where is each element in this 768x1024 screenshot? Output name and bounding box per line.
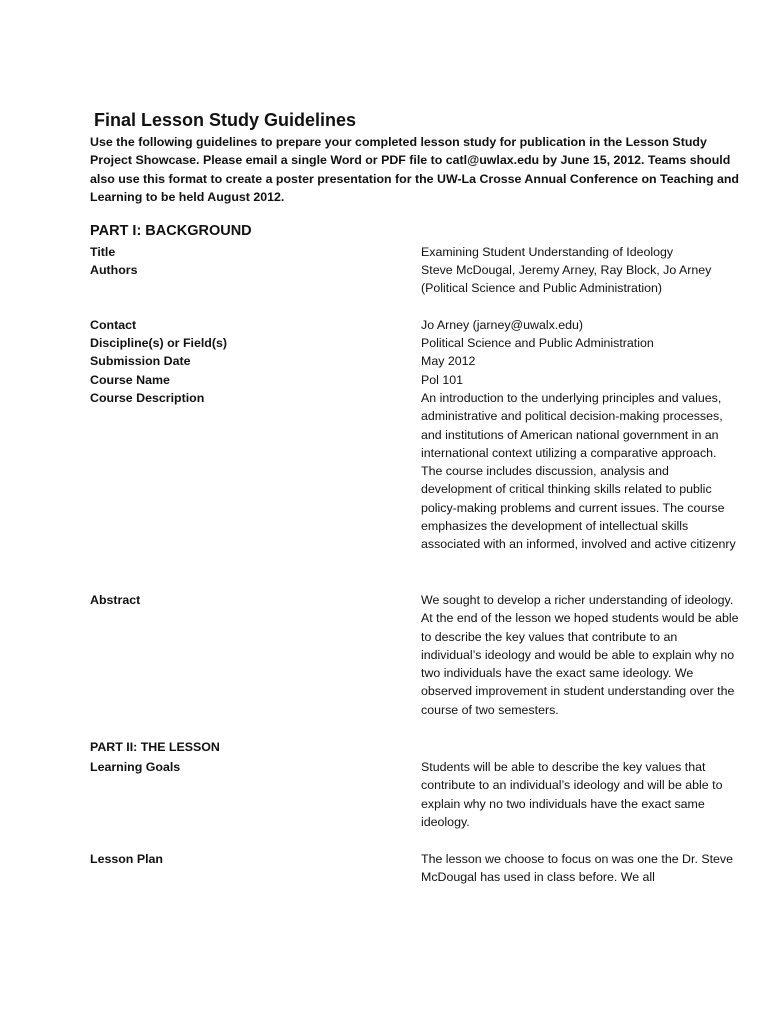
part1-heading: PART I: BACKGROUND — [90, 223, 252, 239]
field-value: Jo Arney (jarney@uwalx.edu) — [421, 318, 584, 332]
field-value: An introduction to the underlying principles and values, administrative and political decision-making processes, and institutions of American national government in an international context utilizing a comparative approach. The course includes discussion, analysis and development of critical thinking skills related to public policy-making problems and current issues. The course emphasizes the development of intellectual skills associated with an informed, involved and active citizenry — [421, 391, 736, 552]
field-value: Pol 101 — [421, 373, 464, 387]
field-value: Political Science and Public Administration — [421, 336, 654, 350]
field-label: Lesson Plan — [90, 852, 163, 866]
field-row-course-description — [90, 389, 750, 591]
field-row-authors — [90, 261, 750, 316]
part1-fields — [90, 243, 750, 738]
field-row-contact — [90, 316, 750, 334]
field-row-discipline — [90, 334, 750, 352]
field-label: Abstract — [90, 593, 141, 607]
field-value: May 2012 — [421, 354, 476, 368]
field-label: Authors — [90, 263, 138, 277]
field-label: Contact — [90, 318, 137, 332]
field-value: The lesson we choose to focus on was one the Dr. Steve McDougal has used in class before. We all — [421, 852, 734, 885]
field-label: Submission Date — [90, 354, 191, 368]
field-row-title — [90, 243, 750, 261]
part2-heading: PART II: THE LESSON — [90, 740, 220, 754]
field-label: Title — [90, 245, 116, 259]
field-value: We sought to develop a richer understanding of ideology. At the end of the lesson we hoped students would be able to describe the key values that contribute to an individual’s ideology and would be able to explain why no two individuals have the exact same ideology. We observed improvement in student understanding over the course of two semesters. — [421, 593, 739, 717]
field-label: Learning Goals — [90, 760, 181, 774]
field-value: Steve McDougal, Jeremy Arney, Ray Block, Jo Arney (Political Science and Public Administration) — [421, 263, 712, 296]
intro-paragraph: Use the following guidelines to prepare your completed lesson study for publication in the Lesson Study Project Showcase. Please email a single Word or PDF file to catl@uwlax.edu by June 15, 2012. Teams should also use this format to create a poster presentation for the UW-La Crosse Annual Conference on Teaching and Learning to be held August 2012. — [90, 135, 739, 204]
field-row-submission-date — [90, 352, 750, 371]
field-label: Course Description — [90, 391, 205, 405]
field-row-learning-goals — [90, 758, 750, 831]
field-row-course-name — [90, 371, 750, 389]
field-value: Examining Student Understanding of Ideology — [421, 245, 674, 259]
field-row-lesson-plan — [90, 850, 750, 887]
document-title: Final Lesson Study Guidelines — [94, 110, 357, 130]
field-label: Course Name — [90, 373, 170, 387]
field-label: Discipline(s) or Field(s) — [90, 336, 228, 350]
field-row-abstract — [90, 591, 750, 738]
field-value: Students will be able to describe the key values that contribute to an individual’s ideology and will be able to explain why no two individuals have the exact same ideology. — [421, 760, 723, 829]
